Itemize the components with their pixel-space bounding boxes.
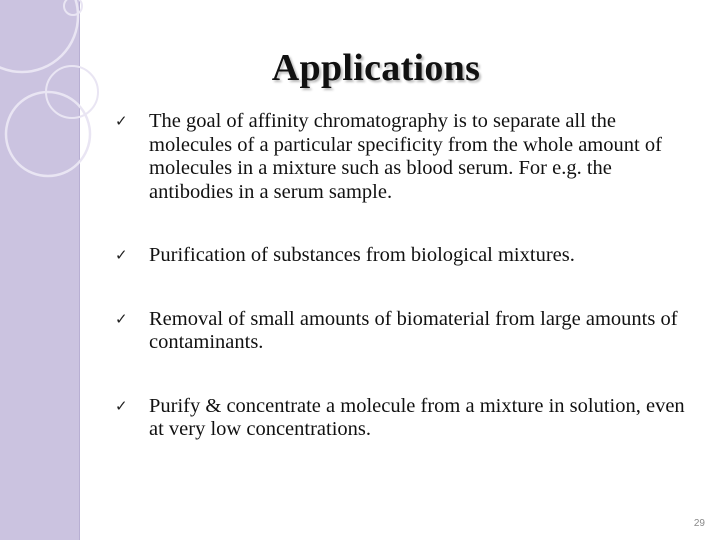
checkmark-icon: ✓ [115, 309, 128, 328]
checkmark-icon: ✓ [115, 246, 128, 264]
bullet-item [115, 395, 695, 442]
bullet-list [115, 110, 695, 442]
bullet-item [115, 308, 695, 355]
bullet-item [115, 110, 695, 204]
bullet-item [115, 244, 695, 268]
checkmark-icon: ✓ [115, 396, 128, 415]
bullet-text: The goal of affinity chromatography is to separate all the molecules of a particular specificity from the whole amount of molecules in a mixture such as blood serum. For e.g. the antibodies in a serum sample. [149, 110, 662, 203]
slide-title: Applications [271, 47, 481, 89]
bullet-text: Purification of substances from biological mixtures. [149, 244, 575, 266]
checkmark-icon: ✓ [115, 112, 128, 130]
bullet-text: Purify & concentrate a molecule from a mixture in solution, even at very low concentrations. [149, 394, 685, 440]
deco-circle-tiny [64, 0, 82, 15]
deco-circle-medium [6, 92, 90, 176]
bullet-text: Removal of small amounts of biomaterial from large amounts of contaminants. [149, 307, 678, 353]
page-number: 29 [693, 518, 705, 529]
